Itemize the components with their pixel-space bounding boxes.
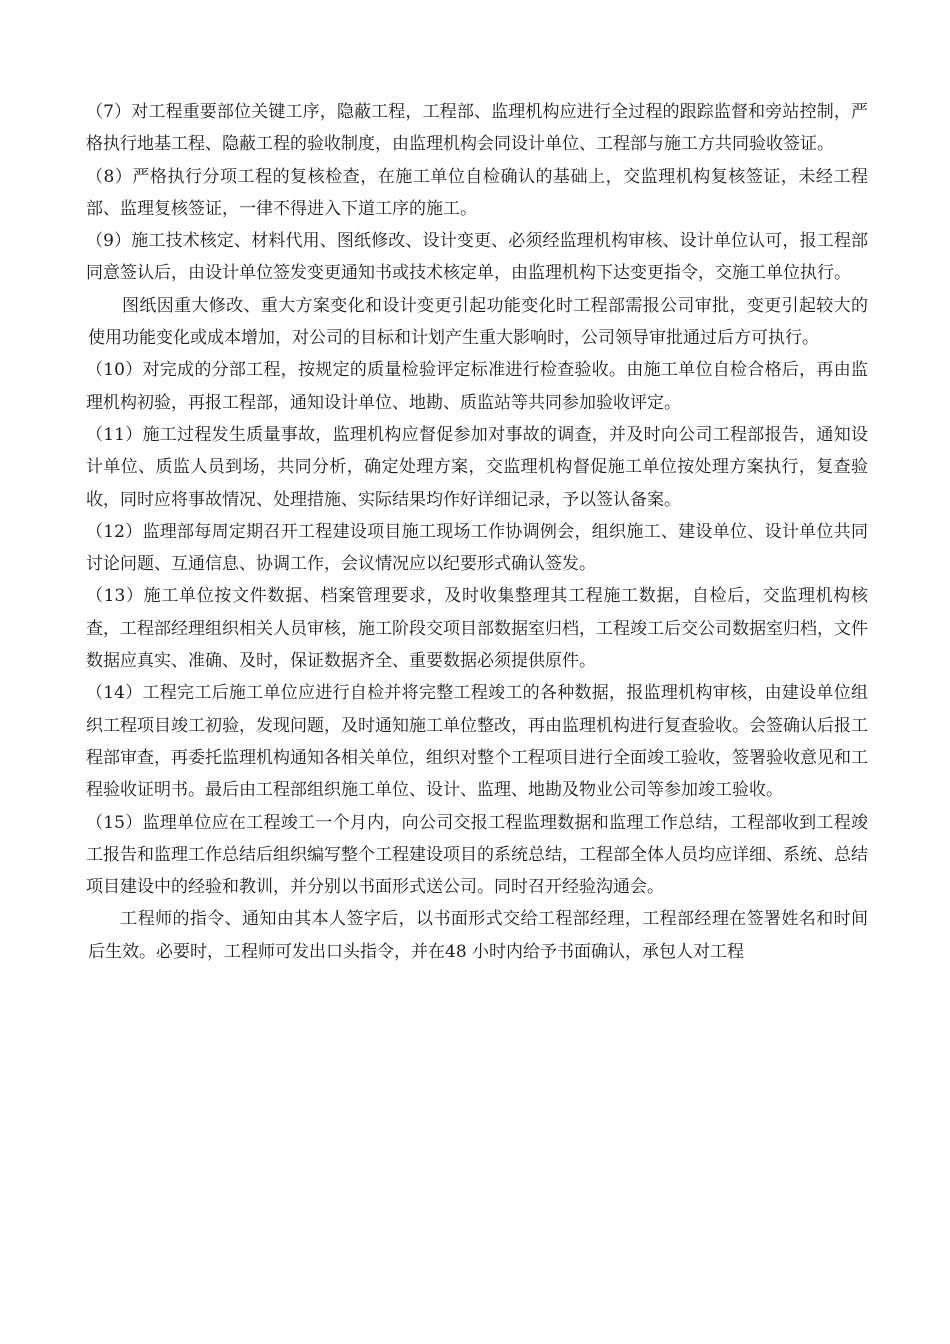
paragraph-engineer-instructions: 工程师的指令、通知由其本人签字后，以书面形式交给工程部经理，工程部经理在签署姓名和时间后生效。必要时，工程师可发出口头指令，并在48 小时内给予书面确认，承包人对工程 — [88, 909, 868, 962]
paragraph-item-11: （11）施工过程发生质量事故，监理机构应督促参加对事故的调查，并及时向公司工程部报告，通知设计单位、质监人员到场，共同分析，确定处理方案，交监理机构督促施工单位按处理方案执行，复查验收，同时应将事故情况、处理措施、实际结果均作好详细记录，予以签认备案。 — [86, 424, 868, 510]
paragraph-item-7: （7）对工程重要部位关键工序，隐蔽工程，工程部、监理机构应进行全过程的跟踪监督和旁站控制，严格执行地基工程、隐蔽工程的验收制度，由监理机构会同设计单位、工程部与施工方共同验收签证。 — [86, 102, 868, 155]
paragraph-item-10: （10）对完成的分部工程，按规定的质量检验评定标准进行检查验收。由施工单位自检合格后，再由监理机构初验，再报工程部，通知设计单位、地勘、质监站等共同参加验收评定。 — [86, 360, 868, 413]
paragraph-item-14: （14）工程完工后施工单位应进行自检并将完整工程竣工的各种数据，报监理机构审核，由建设单位组织工程项目竣工初验，发现问题，及时通知施工单位整改，再由监理机构进行复查验收。会签确认后报工程部审查，再委托监理机构通知各相关单位，组织对整个工程项目进行全面竣工验收，签署验收意见和工程验收证明书。最后由工程部组织施工单位、设计、监理、地勘及物业公司等参加竣工验收。 — [86, 683, 868, 801]
paragraph-drawing-changes: 图纸因重大修改、重大方案变化和设计变更引起功能变化时工程部需报公司审批，变更引起较大的使用功能变化或成本增加，对公司的目标和计划产生重大影响时，公司领导审批通过后方可执行。 — [88, 295, 868, 349]
paragraph-item-13: （13）施工单位按文件数据、档案管理要求，及时收集整理其工程施工数据，自检后，交监理机构核查，工程部经理组织相关人员审核，施工阶段交项目部数据室归档，工程竣工后交公司数据室归档，文件数据应真实、准确、及时，保证数据齐全、重要数据必须提供原件。 — [86, 586, 868, 672]
paragraph-item-15: （15）监理单位应在工程竣工一个月内，向公司交报工程监理数据和监理工作总结，工程部收到工程竣工报告和监理工作总结后组织编写整个工程建设项目的系统总结，工程部全体人员均应详细、系统、总结项目建设中的经验和教训，并分别以书面形式送公司。同时召开经验沟通会。 — [86, 812, 868, 898]
paragraph-item-8: （8）严格执行分项工程的复核检查，在施工单位自检确认的基础上，交监理机构复核签证，未经工程部、监理复核签证，一律不得进入下道工序的施工。 — [86, 166, 868, 219]
document-body — [88, 96, 868, 968]
paragraph-item-9: （9）施工技术核定、材料代用、图纸修改、设计变更、必须经监理机构审核、设计单位认可，报工程部同意签认后，由设计单位签发变更通知书或技术核定单，由监理机构下达变更指令，交施工单位执行。 — [86, 231, 868, 284]
paragraph-item-12: （12）监理部每周定期召开工程建设项目施工现场工作协调例会，组织施工、建设单位、设计单位共同讨论问题、互通信息、协调工作，会议情况应以纪要形式确认签发。 — [86, 521, 868, 575]
